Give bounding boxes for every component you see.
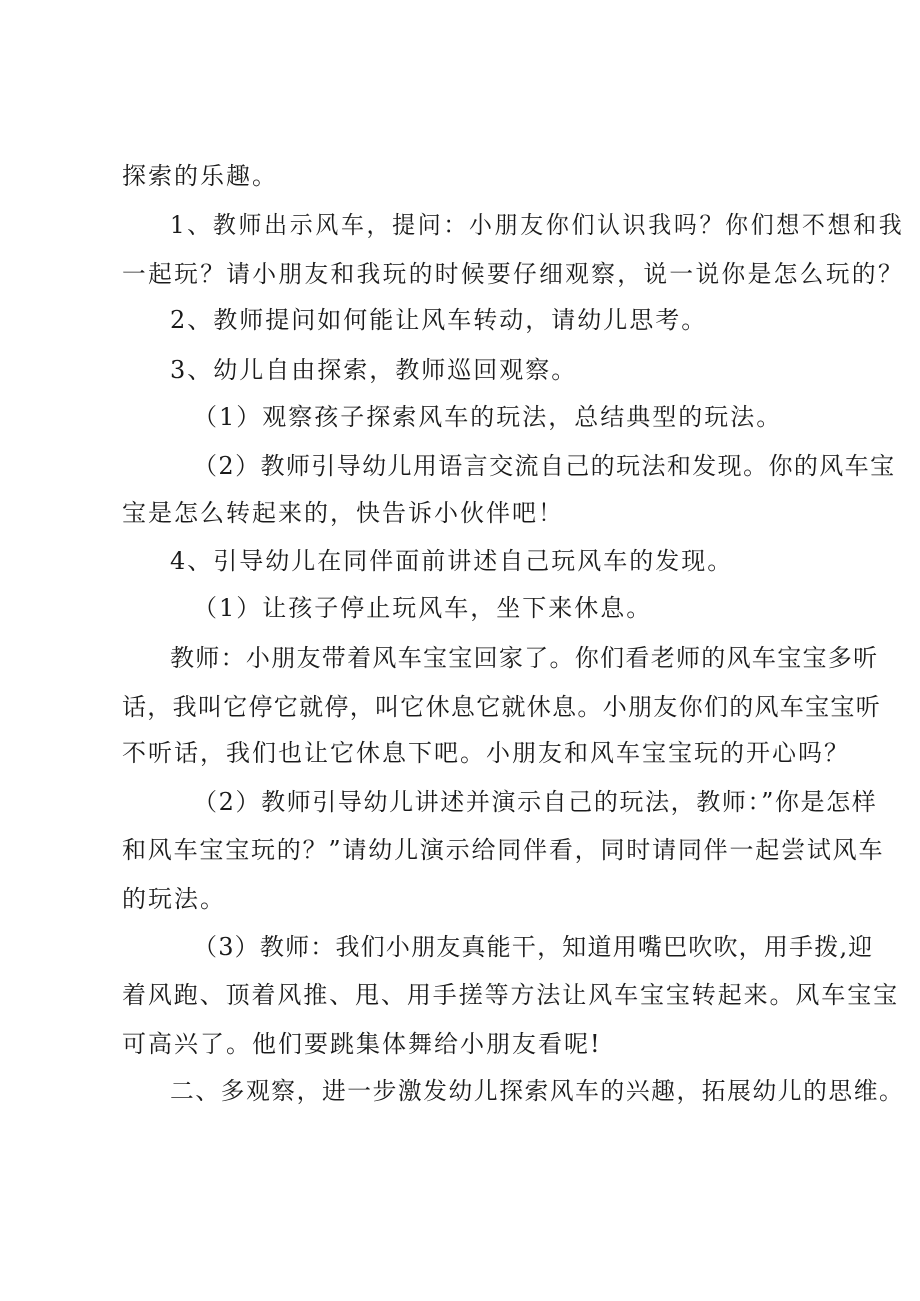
text-line: 可高兴了。他们要跳集体舞给小朋友看呢!: [122, 1030, 602, 1058]
text-line: 宝是怎么转起来的，快告诉小伙伴吧！: [122, 499, 564, 527]
text-line: （2）教师引导幼儿讲述并演示自己的玩法，教师：”你是怎样: [193, 788, 878, 816]
text-line: 一起玩？请小朋友和我玩的时候要仔细观察，说一说你是怎么玩的？: [122, 260, 905, 288]
text-line: 探索的乐趣。: [122, 162, 278, 190]
text-line: 话，我叫它停它就停，叫它休息它就休息。小朋友你们的风车宝宝听: [122, 693, 881, 721]
text-line: 3、幼儿自由探索，教师巡回观察。: [170, 356, 578, 384]
text-line: 着风跑、顶着风推、甩、用手搓等方法让风车宝宝转起来。风车宝宝: [122, 981, 899, 1009]
text-line: 和风车宝宝玩的？”请幼儿演示给同伴看，同时请同伴一起尝试风车: [122, 836, 885, 864]
text-line: （2）教师引导幼儿用语言交流自己的玩法和发现。你的风车宝: [193, 452, 896, 480]
text-line: 不听话，我们也让它休息下吧。小朋友和风车宝宝玩的开心吗？: [122, 739, 850, 767]
text-line: （3）教师：我们小朋友真能干，知道用嘴巴吹吹，用手拨,迎: [193, 933, 874, 961]
text-line: 1、教师出示风车，提问：小朋友你们认识我吗？你们想不想和我: [170, 211, 905, 239]
text-line: 教师：小朋友带着风车宝宝回家了。你们看老师的风车宝宝多听: [170, 644, 879, 672]
text-line: 的玩法。: [122, 885, 226, 913]
text-line: 2、教师提问如何能让风车转动，请幼儿思考。: [170, 306, 708, 334]
text-line: 4、引导幼儿在同伴面前讲述自己玩风车的发现。: [170, 547, 734, 575]
text-line: 二、多观察，进一步激发幼儿探索风车的兴趣，拓展幼儿的思维。: [170, 1077, 905, 1105]
text-line: （1）观察孩子探索风车的玩法，总结典型的玩法。: [193, 403, 783, 431]
text-line: （1）让孩子停止玩风车，坐下来休息。: [193, 594, 653, 622]
